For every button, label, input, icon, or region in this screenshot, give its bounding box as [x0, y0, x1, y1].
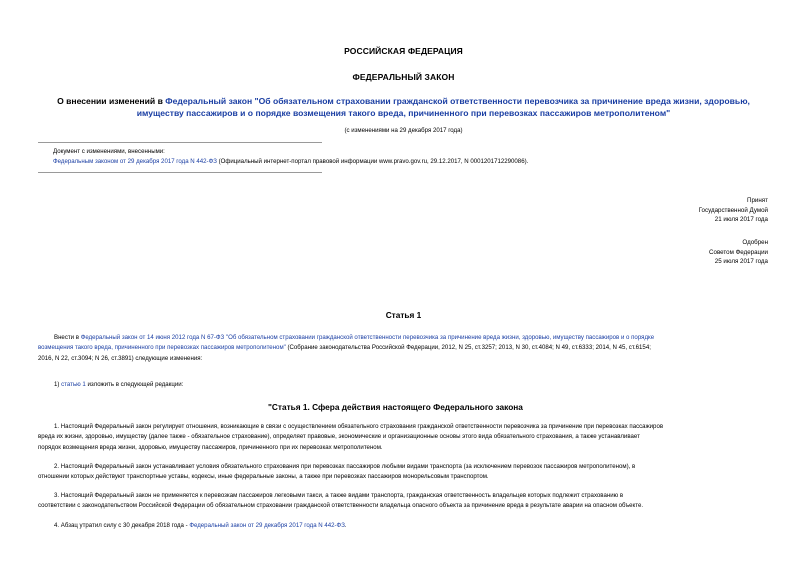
- paragraph-1-line-2: вреда их жизни, здоровью, имуществу (далее также - обязательное страхование), определяет правовые, экономические и организационные основы этого вида обязательного страхования, а также устанавливает: [38, 433, 640, 441]
- council-label: Советом Федерации: [709, 248, 768, 256]
- paragraph-1-line-1: 1. Настоящий Федеральный закон регулирует отношения, возникающие в связи с осуществлением обязательного страхования гражданской ответственности перевозчика за причинение при перевозках пассажиров: [54, 423, 664, 430]
- paragraph-4-end: .: [344, 522, 347, 529]
- adoption-duma-block: [699, 196, 768, 225]
- item-1-number: 1): [54, 381, 62, 388]
- intro-law-link-a[interactable]: Федеральный закон от 14 июня 2012 года N 67-ФЗ "Об обязательном страховании гражданской ответственности перевозчика за причинение вреда жизни, здоровью, имуществу пассажиров и о порядке: [80, 334, 655, 341]
- law-title-link-1[interactable]: Федеральный закон "Об обязательном страховании гражданской ответственности перевозчика за причинение вреда жизни, здоровью,: [165, 96, 750, 106]
- intro-text-b: (Собрание законодательства Российской Федерации, 2012, N 25, ст.3257; 2013, N 30, ст.4084; N 49, ст.6333; 2014, N 45, ст.6154;: [285, 344, 651, 352]
- paragraph-3-line-2: соответствии с законодательством Российской Федерации об обязательном страховании гражданской ответственности владельца опасного объекта за причинение вреда в результате аварии на опасном объекте.: [38, 502, 644, 510]
- adoption-council-block: [709, 238, 768, 267]
- paragraph-4-text: 4. Абзац утратил силу с 30 декабря 2018 года -: [54, 522, 190, 529]
- paragraph-2: [38, 462, 768, 483]
- paragraph-2-line-2: отношении которых действуют транспортные уставы, кодексы, иные федеральные законы, а также при перевозках пассажиров монорельсовым транспортом.: [38, 473, 489, 481]
- amendments-label: Документ с изменениями, внесенными:: [53, 148, 165, 155]
- amendment-source: (Официальный интернет-портал правовой информации www.pravo.gov.ru, 29.12.2017, N 0001201712290086).: [216, 158, 529, 165]
- item-1-text: изложить в следующей редакции:: [85, 381, 184, 388]
- law-title-line-2: [0, 108, 807, 118]
- paragraph-4: [54, 521, 347, 531]
- intro-law-link-b[interactable]: возмещения такого вреда, причиненного при перевозках пассажиров метрополитеном": [38, 344, 286, 352]
- item-1-article-link[interactable]: статью 1: [61, 381, 86, 388]
- new-article-heading: "Статья 1. Сфера действия настоящего Федерального закона: [268, 402, 523, 412]
- divider-bottom: [38, 172, 322, 173]
- paragraph-3-line-1: 3. Настоящий Федеральный закон не применяется к перевозкам пассажиров легковыми такси, а также видами транспорта, гражданская ответственность владельцев которых подлежит страхованию в: [54, 492, 624, 499]
- paragraph-2-line-1: 2. Настоящий Федеральный закон устанавливает условия обязательного страхования при перевозках пассажиров любыми видами транспорта (за исключением перевозок пассажиров метрополитеном), в: [54, 463, 636, 470]
- amendment-law-link[interactable]: Федеральным законом от 29 декабря 2017 года N 442-ФЗ: [53, 158, 217, 165]
- divider-top: [38, 142, 322, 143]
- paragraph-4-law-link[interactable]: Федеральный закон от 29 декабря 2017 года N 442-ФЗ: [189, 522, 345, 529]
- council-date: 25 июля 2017 года: [714, 258, 768, 266]
- paragraph-1-line-3: порядок возмещения вреда жизни, здоровью, имуществу пассажиров, причиненного при их перевозках метрополитеном.: [38, 443, 383, 451]
- law-title-link-2[interactable]: имуществу пассажиров и о порядке возмещения такого вреда, причиненного при перевозках пассажиров метрополитеном": [136, 108, 671, 118]
- accepted-label: Принят: [747, 197, 768, 204]
- law-title-prefix: О внесении изменений в: [57, 96, 166, 106]
- paragraph-3: [38, 491, 768, 512]
- intro-text-a: Внести в: [54, 334, 81, 341]
- item-1: [54, 380, 183, 390]
- article-1-intro: [38, 333, 768, 364]
- amendments-entry: [53, 158, 528, 165]
- intro-text-c: 2016, N 22, ст.3094; N 26, ст.3891) следующие изменения:: [38, 354, 203, 362]
- revision-note: (с изменениями на 29 декабря 2017 года): [344, 127, 463, 134]
- duma-date: 21 июля 2017 года: [714, 216, 768, 224]
- paragraph-1: [38, 422, 768, 453]
- law-type-heading: ФЕДЕРАЛЬНЫЙ ЗАКОН: [352, 72, 455, 82]
- country-heading: РОССИЙСКАЯ ФЕДЕРАЦИЯ: [344, 46, 463, 56]
- article-1-heading: Статья 1: [385, 310, 422, 320]
- approved-label: Одобрен: [742, 239, 768, 246]
- duma-label: Государственной Думой: [698, 206, 768, 214]
- law-title-line-1: [0, 96, 807, 106]
